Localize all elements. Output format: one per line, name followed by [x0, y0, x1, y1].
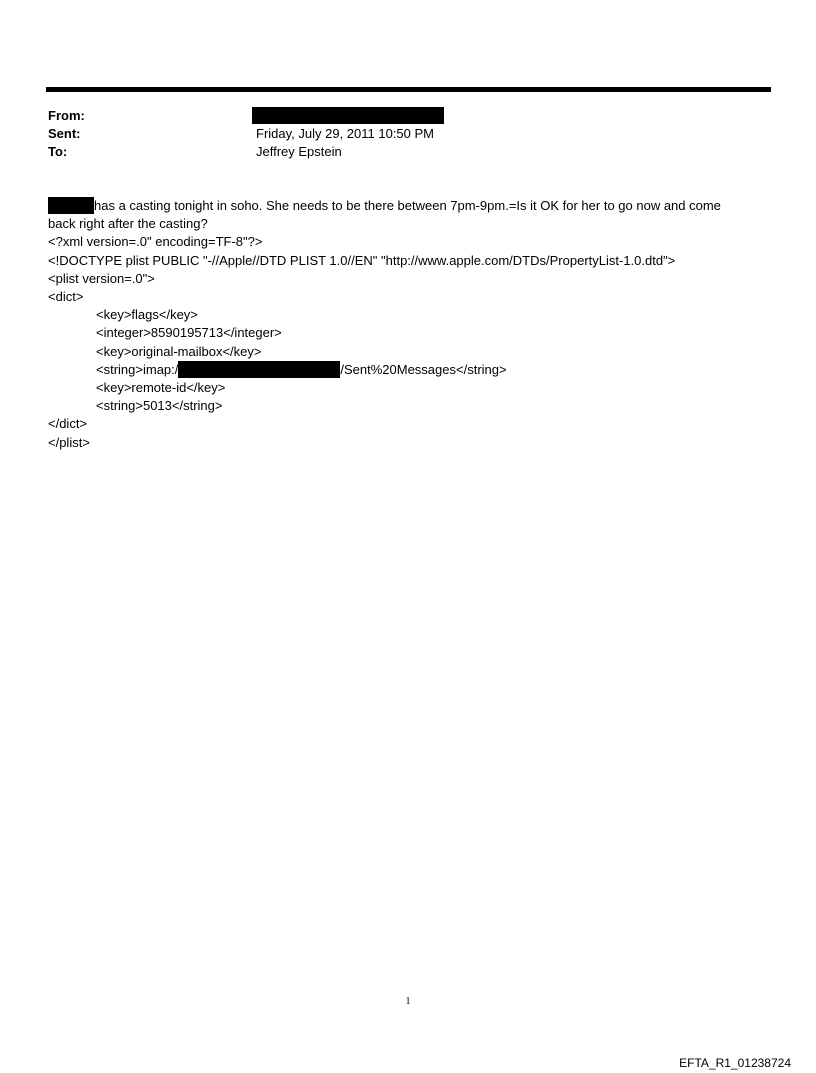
- page-number: 1: [405, 996, 411, 1007]
- to-label: To:: [48, 144, 68, 159]
- dict-close: </dict>: [48, 416, 88, 432]
- body-line-1-text: has a casting tonight in soho. She needs to be there between 7pm-9pm.=Is it OK for her to go now and come: [94, 198, 721, 213]
- sent-value: Friday, July 29, 2011 10:50 PM: [256, 126, 435, 141]
- header-rule: [46, 87, 771, 92]
- body-line-2: back right after the casting?: [48, 216, 208, 232]
- plist-open: <plist version=.0">: [48, 270, 155, 286]
- to-value: Jeffrey Epstein: [256, 144, 342, 159]
- mailbox-key: <key>original-mailbox</key>: [96, 343, 262, 359]
- mailbox-string-suffix: /Sent%20Messages</string>: [340, 361, 507, 377]
- name-redaction: [48, 197, 94, 214]
- imap-redaction: [178, 361, 340, 378]
- remote-id-string: <string>5013</string>: [96, 398, 223, 414]
- flags-integer: <integer>8590195713</integer>: [96, 325, 282, 341]
- document-id: EFTA_R1_01238724: [679, 1056, 791, 1070]
- dict-open: <dict>: [48, 289, 84, 305]
- remote-id-key: <key>remote-id</key>: [96, 380, 226, 396]
- from-redaction: [252, 107, 444, 124]
- mailbox-string-prefix: <string>imap:/: [96, 361, 179, 377]
- plist-close: </plist>: [48, 434, 90, 450]
- body-line-1: [48, 197, 778, 215]
- sent-label: Sent:: [48, 126, 81, 141]
- email-body: [48, 197, 778, 452]
- flags-key: <key>flags</key>: [96, 307, 198, 323]
- from-label: From:: [48, 108, 85, 123]
- xml-declaration: <?xml version=.0" encoding=TF-8"?>: [48, 234, 263, 250]
- doctype-line: <!DOCTYPE plist PUBLIC "-//Apple//DTD PLIST 1.0//EN" "http://www.apple.com/DTDs/PropertyList-1.0.dtd">: [48, 252, 676, 268]
- mailbox-string: [48, 361, 778, 379]
